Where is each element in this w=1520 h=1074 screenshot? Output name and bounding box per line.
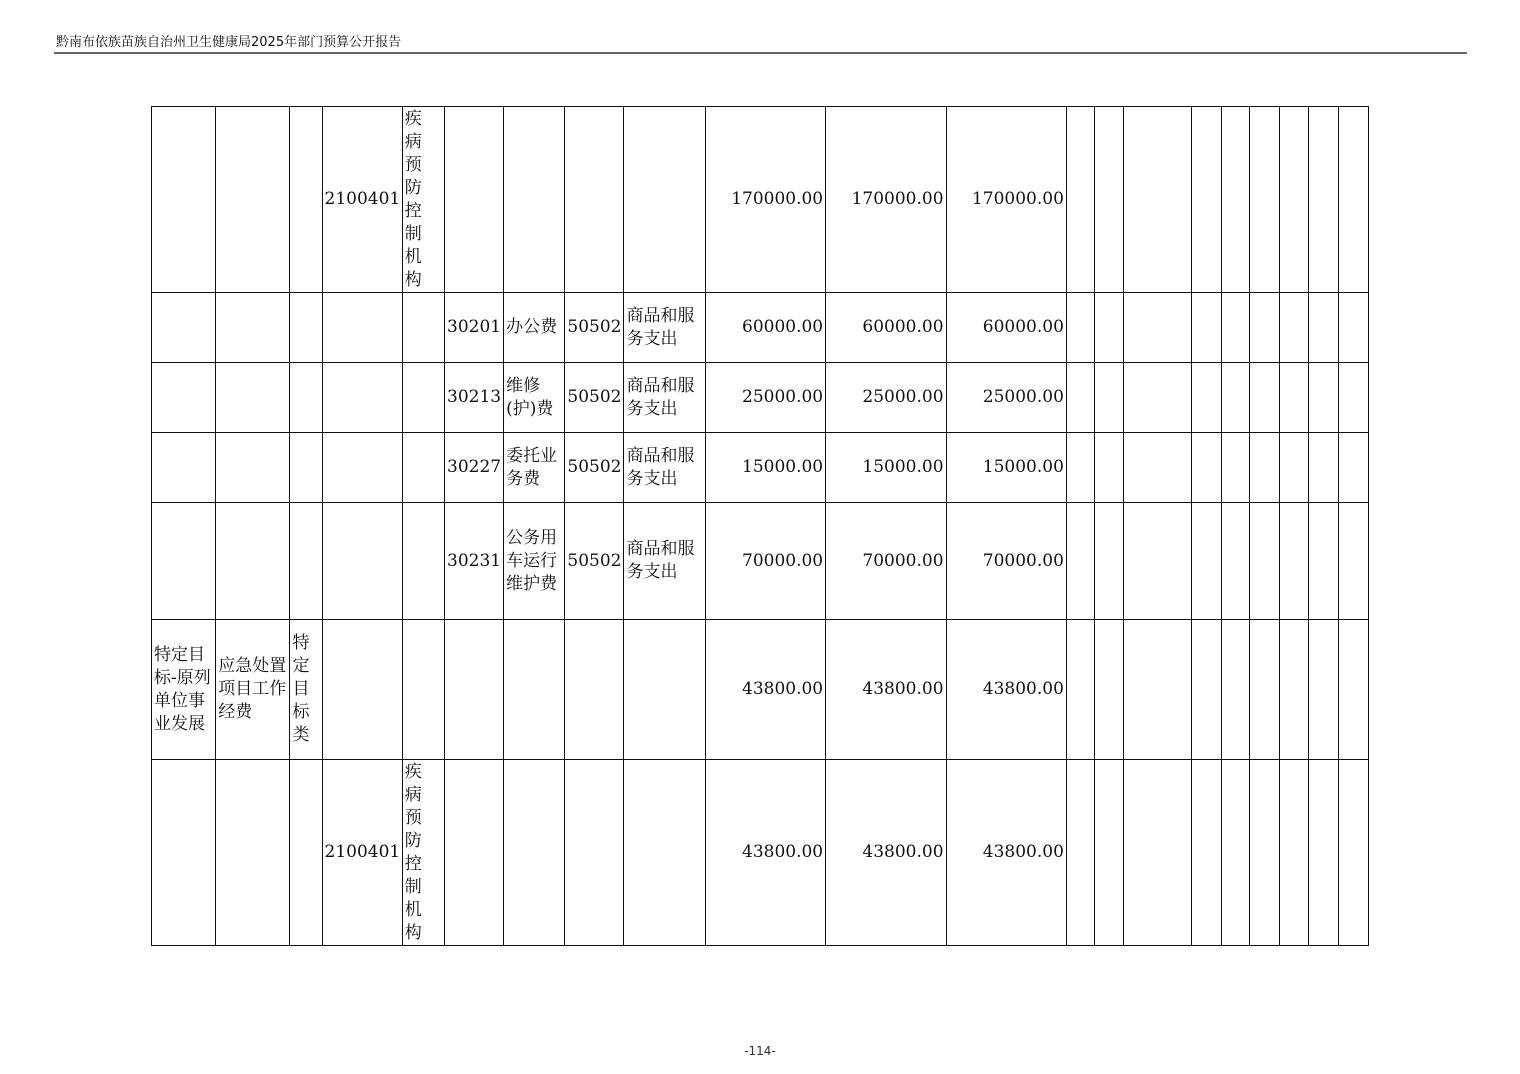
- table-row: [152, 107, 1369, 293]
- project-name-cell: [216, 107, 290, 293]
- func-name-cell: [402, 293, 444, 363]
- empty-cell: [1066, 293, 1094, 363]
- econ-name-cell: [504, 620, 565, 760]
- gov-econ-name-cell: [624, 107, 705, 293]
- empty-cell: [1308, 293, 1338, 363]
- project-type-cell: [290, 760, 322, 946]
- amount-total-cell: 170000.00: [705, 107, 825, 293]
- empty-cell: [1094, 107, 1123, 293]
- empty-cell: [1124, 620, 1192, 760]
- empty-cell: [1279, 107, 1308, 293]
- empty-cell: [1094, 433, 1123, 503]
- amount-subtotal-cell: 43800.00: [826, 620, 946, 760]
- empty-cell: [1308, 503, 1338, 620]
- table-row: [152, 363, 1369, 433]
- empty-cell: [1338, 620, 1368, 760]
- empty-cell: [1222, 293, 1250, 363]
- empty-cell: [1222, 433, 1250, 503]
- func-name-cell: [402, 363, 444, 433]
- amount-general-budget-cell: 170000.00: [946, 107, 1066, 293]
- project-type-cell: [290, 620, 322, 760]
- empty-cell: [1094, 620, 1123, 760]
- gov-econ-name-cell: 商品和服务支出: [624, 503, 705, 620]
- project-name-cell: [216, 503, 290, 620]
- amount-general-budget-cell: 70000.00: [946, 503, 1066, 620]
- empty-cell: [1222, 363, 1250, 433]
- empty-cell: [1250, 620, 1279, 760]
- table-row: [152, 620, 1369, 760]
- empty-cell: [1066, 620, 1094, 760]
- empty-cell: [1066, 107, 1094, 293]
- amount-subtotal-cell: 170000.00: [826, 107, 946, 293]
- gov-econ-code-cell: 50502: [565, 293, 624, 363]
- func-code-cell: [322, 293, 402, 363]
- empty-cell: [1192, 620, 1222, 760]
- func-code-cell: 2100401: [322, 760, 402, 946]
- empty-cell: [1338, 433, 1368, 503]
- header-divider: [54, 52, 1467, 54]
- econ-name-cell: [504, 107, 565, 293]
- empty-cell: [1094, 503, 1123, 620]
- empty-cell: [1279, 363, 1308, 433]
- project-type-cell: [290, 433, 322, 503]
- empty-cell: [1192, 433, 1222, 503]
- project-category-cell: [152, 503, 216, 620]
- empty-cell: [1124, 433, 1192, 503]
- empty-cell: [1192, 293, 1222, 363]
- amount-general-budget-cell: 25000.00: [946, 363, 1066, 433]
- func-name-text: 疾病预防控制机构: [404, 761, 422, 943]
- func-code-cell: 2100401: [322, 107, 402, 293]
- project-name-cell: 应急处置项目工作经费: [216, 620, 290, 760]
- empty-cell: [1250, 760, 1279, 946]
- project-type-cell: [290, 293, 322, 363]
- econ-name-cell: [504, 760, 565, 946]
- project-type-cell: [290, 363, 322, 433]
- amount-subtotal-cell: 25000.00: [826, 363, 946, 433]
- empty-cell: [1279, 620, 1308, 760]
- econ-code-cell: 30213: [444, 363, 503, 433]
- page-number: -114-: [744, 1044, 776, 1058]
- econ-code-cell: 30231: [444, 503, 503, 620]
- empty-cell: [1338, 363, 1368, 433]
- amount-total-cell: 60000.00: [705, 293, 825, 363]
- project-name-cell: [216, 760, 290, 946]
- project-category-cell: [152, 293, 216, 363]
- empty-cell: [1279, 760, 1308, 946]
- func-code-cell: [322, 503, 402, 620]
- amount-subtotal-cell: 70000.00: [826, 503, 946, 620]
- empty-cell: [1338, 293, 1368, 363]
- amount-total-cell: 70000.00: [705, 503, 825, 620]
- amount-general-budget-cell: 60000.00: [946, 293, 1066, 363]
- empty-cell: [1250, 107, 1279, 293]
- empty-cell: [1279, 293, 1308, 363]
- gov-econ-name-cell: 商品和服务支出: [624, 433, 705, 503]
- project-category-cell: 特定目标-原列单位事业发展: [152, 620, 216, 760]
- gov-econ-name-cell: [624, 760, 705, 946]
- empty-cell: [1222, 503, 1250, 620]
- func-name-cell: [402, 620, 444, 760]
- empty-cell: [1308, 620, 1338, 760]
- empty-cell: [1222, 107, 1250, 293]
- econ-code-cell: 30201: [444, 293, 503, 363]
- econ-name-cell: 办公费: [504, 293, 565, 363]
- econ-name-cell: 公务用车运行维护费: [504, 503, 565, 620]
- empty-cell: [1250, 433, 1279, 503]
- project-type-cell: [290, 107, 322, 293]
- gov-econ-code-cell: 50502: [565, 433, 624, 503]
- func-name-cell: [402, 433, 444, 503]
- amount-total-cell: 15000.00: [705, 433, 825, 503]
- func-name-text: 疾病预防控制机构: [404, 108, 422, 290]
- econ-name-cell: 委托业务费: [504, 433, 565, 503]
- empty-cell: [1192, 760, 1222, 946]
- amount-subtotal-cell: 60000.00: [826, 293, 946, 363]
- func-name-cell: [402, 760, 444, 946]
- empty-cell: [1066, 503, 1094, 620]
- amount-general-budget-cell: 43800.00: [946, 760, 1066, 946]
- empty-cell: [1308, 107, 1338, 293]
- report-header-title: 黔南布依族苗族自治州卫生健康局2025年部门预算公开报告: [56, 35, 402, 50]
- empty-cell: [1222, 620, 1250, 760]
- gov-econ-code-cell: [565, 107, 624, 293]
- empty-cell: [1192, 503, 1222, 620]
- econ-code-cell: 30227: [444, 433, 503, 503]
- budget-table: [151, 106, 1369, 946]
- table-row: [152, 760, 1369, 946]
- econ-code-cell: [444, 620, 503, 760]
- table-row: [152, 293, 1369, 363]
- econ-code-cell: [444, 760, 503, 946]
- table-row: [152, 503, 1369, 620]
- empty-cell: [1338, 107, 1368, 293]
- project-name-cell: [216, 293, 290, 363]
- empty-cell: [1308, 760, 1338, 946]
- project-name-cell: [216, 433, 290, 503]
- gov-econ-code-cell: 50502: [565, 363, 624, 433]
- empty-cell: [1250, 363, 1279, 433]
- empty-cell: [1250, 503, 1279, 620]
- empty-cell: [1222, 760, 1250, 946]
- empty-cell: [1124, 503, 1192, 620]
- empty-cell: [1094, 293, 1123, 363]
- empty-cell: [1338, 503, 1368, 620]
- project-category-cell: [152, 107, 216, 293]
- empty-cell: [1094, 363, 1123, 433]
- amount-total-cell: 43800.00: [705, 620, 825, 760]
- amount-total-cell: 25000.00: [705, 363, 825, 433]
- project-category-cell: [152, 363, 216, 433]
- gov-econ-name-cell: 商品和服务支出: [624, 293, 705, 363]
- amount-subtotal-cell: 43800.00: [826, 760, 946, 946]
- amount-general-budget-cell: 15000.00: [946, 433, 1066, 503]
- empty-cell: [1124, 293, 1192, 363]
- func-code-cell: [322, 620, 402, 760]
- empty-cell: [1124, 107, 1192, 293]
- gov-econ-code-cell: [565, 620, 624, 760]
- func-name-cell: [402, 107, 444, 293]
- empty-cell: [1094, 760, 1123, 946]
- empty-cell: [1066, 363, 1094, 433]
- empty-cell: [1192, 363, 1222, 433]
- empty-cell: [1308, 363, 1338, 433]
- project-type-text: 特定目标类: [292, 633, 310, 745]
- empty-cell: [1250, 293, 1279, 363]
- project-name-cell: [216, 363, 290, 433]
- empty-cell: [1279, 433, 1308, 503]
- econ-code-cell: [444, 107, 503, 293]
- empty-cell: [1192, 107, 1222, 293]
- econ-name-cell: 维修(护)费: [504, 363, 565, 433]
- empty-cell: [1066, 760, 1094, 946]
- project-category-cell: [152, 760, 216, 946]
- gov-econ-code-cell: 50502: [565, 503, 624, 620]
- empty-cell: [1338, 760, 1368, 946]
- project-type-cell: [290, 503, 322, 620]
- gov-econ-name-cell: 商品和服务支出: [624, 363, 705, 433]
- amount-total-cell: 43800.00: [705, 760, 825, 946]
- amount-subtotal-cell: 15000.00: [826, 433, 946, 503]
- gov-econ-name-cell: [624, 620, 705, 760]
- table-row: [152, 433, 1369, 503]
- empty-cell: [1279, 503, 1308, 620]
- gov-econ-code-cell: [565, 760, 624, 946]
- empty-cell: [1066, 433, 1094, 503]
- amount-general-budget-cell: 43800.00: [946, 620, 1066, 760]
- empty-cell: [1124, 760, 1192, 946]
- empty-cell: [1308, 433, 1338, 503]
- project-category-cell: [152, 433, 216, 503]
- func-name-cell: [402, 503, 444, 620]
- func-code-cell: [322, 363, 402, 433]
- func-code-cell: [322, 433, 402, 503]
- empty-cell: [1124, 363, 1192, 433]
